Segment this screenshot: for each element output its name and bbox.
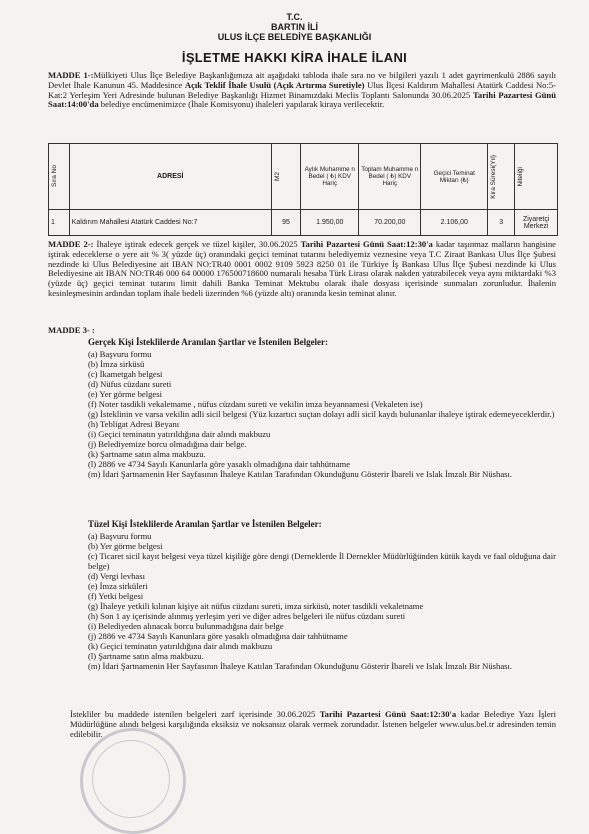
tuzel-list-item: (k) Geçici teminatın yatırıldığına dair alındı makbuzu — [88, 641, 273, 651]
header-aylik: Aylık Muhamme n Bedel ( ₺) KDV Hariç — [301, 144, 359, 210]
header-toplam: Toplam Muhamme n Bedel ( ₺) KDV Hariç — [359, 144, 421, 210]
madde-1-method: Açık Teklif İhale Usulü (Açık Artırma Suretiyle) — [184, 79, 365, 90]
page-title: İŞLETME HAKKI KİRA İHALE İLANI — [181, 50, 408, 65]
tuzel-list-item: (a) Başvuru formu — [88, 531, 152, 541]
cell-nitelik: Ziyaretçi Merkezi — [515, 210, 558, 236]
gercek-list-item: (e) Yer görme belgesi — [88, 389, 162, 399]
table-row — [49, 210, 558, 236]
tuzel-list-item: (l) Şartname satın alma makbuzu. — [88, 651, 204, 661]
gercek-list-item: (l) 2886 ve 4734 Sayılı Kanunlarla göre yasaklı olmadığına dair tahhütname — [88, 459, 351, 469]
gercek-list-item: (b) İmza sirküsü — [88, 359, 145, 369]
header-tc: T.C. — [286, 12, 303, 22]
tuzel-list-item: (e) İmza sirküleri — [88, 581, 148, 591]
auction-table — [48, 143, 558, 236]
official-seal-inner — [92, 740, 170, 818]
madde-1-label: MADDE 1-: — [48, 70, 94, 80]
header-gecici: Geçici Teminat Miktarı (₺) — [421, 144, 488, 210]
tuzel-list — [88, 531, 556, 671]
gercek-list-item: (h) Tebligat Adresi Beyanı — [88, 419, 180, 429]
cell-m2: 95 — [271, 210, 300, 236]
gercek-list-item: (k) Şartname satın alma makbuzu. — [88, 449, 206, 459]
closing-text-2: kadar Belediye Yazı İşleri Müdürlüğüne alındı belgesi karşılığında eksiksiz ve noksansız olarak vermek zorundadır. İstenen belgeler www.ulus.bel.tr adresinden temin edilebilir. — [70, 709, 556, 739]
madde-2-text-2: kadar taşınmaz malların hangisine iştirak edeceklerse o yere ait % 3( yüzde üç) oranındaki geçici teminat tutarını belediyemiz veznesine veya T.C Ziraat Bankası Ulus İlçe Şubesi nezdinde ki Ulus Belediyesine ait IBAN NO:TR40 0001 0002 9109 5923 8250 01 ile Türkiye İş Bankası Ulus İlçe Şubesi nezdinde ki Ulus Belediyesine ait IBAN NO:TR46 000 64 00000 176500718600 numaralı hesaba Türk Lirası olarak nakden yatırabilecek veya aynı miktardaki %3 (yüzde üç) geçici teminat tutarını limit dahili Banka Teminat Mektubu olarak ihale dosyası içerisinde sunmaları zorunludur. İhalenin kesinleşmesinin ardından toplam ihale bedeli üzerinden %6 (yüzde altı) oranında kesin teminat alınır. — [48, 239, 556, 298]
gercek-heading: Gerçek Kişi İsteklilerde Aranılan Şartlar ve İstenilen Belgeler: — [88, 337, 329, 347]
gercek-list-item: (g) İsteklinin ve varsa vekilin adli sicil belgesi (Yüz kızartıcı suçtan dolayı adli sicil kaydı bulunanlar ihaleye iştirak edemeyeceklerdir.) — [88, 409, 555, 419]
madde-2 — [48, 240, 556, 299]
cell-sure: 3 — [488, 210, 515, 236]
tuzel-list-item: (j) 2886 ve 4734 Sayılı Kanunlara göre yasaklı olmadığına dair tahhütname — [88, 631, 348, 641]
closing-deadline: Tarihi Pazartesi Günü Saat:12:30'a — [319, 709, 457, 719]
table-header-row — [49, 144, 558, 210]
gercek-list-item: (d) Nüfus cüzdanı sureti — [88, 379, 172, 389]
closing-text: İstekliler bu maddede istenilen belgeleri zarf içerisinde 30.06.2025 — [70, 709, 320, 719]
madde-2-deadline: Tarihi Pazartesi Günü Saat:12:30'a — [300, 239, 433, 249]
madde-2-label: MADDE 2-: — [48, 239, 94, 249]
gercek-list — [88, 349, 556, 479]
tuzel-list-item: (i) Belediyeden alınacak borcu bulunmadığına dair belge — [88, 621, 284, 631]
cell-sira: 1 — [49, 210, 70, 236]
gercek-list-item: (c) İkametgah belgesi — [88, 369, 163, 379]
header-sure: Kira Süresi(Yıl) — [490, 154, 498, 199]
cell-toplam: 70.200,00 — [359, 210, 421, 236]
madde-2-text: İhaleye iştirak edecek gerçek ve tüzel kişiler, 30.06.2025 — [96, 239, 301, 249]
cell-gecici: 2.106,00 — [421, 210, 488, 236]
tuzel-list-item: (c) Ticaret sicil kayıt belgesi veya tüzel kişiliğe göre dengi (Derneklerde İl Dernekler Müdürlüğünden kütük kaydı ve faal olduğuna dair belge) — [88, 551, 556, 571]
tuzel-list-item: (h) Son 1 ay içerisinde alınmış yerleşim yeri ve diğer adres belgeleri ile nüfus cüzdanı sureti — [88, 611, 406, 621]
gercek-list-item: (f) Noter tasdikli vekaletname , nüfus cüzdanı sureti ve vekilin imza beyannamesi (Vekaleten ise) — [88, 399, 423, 409]
header-m2: M2 — [273, 171, 281, 182]
cell-adres: Kaldırım Mahallesi Atatürk Caddesi No:7 — [69, 210, 271, 236]
header-nitelik: Niteliği — [517, 166, 525, 187]
cell-aylik: 1.950,00 — [301, 210, 359, 236]
tuzel-list-item: (f) Yetki belgesi — [88, 591, 144, 601]
gercek-list-item: (a) Başvuru formu — [88, 349, 152, 359]
tuzel-list-item: (b) Yer görme belgesi — [88, 541, 163, 551]
tuzel-list-item: (d) Vergi levhası — [88, 571, 145, 581]
madde-1-text-3: belediye encümenimizce (İhale Komisyonu) ihaleleri yapılarak kiraya verilecektir. — [98, 99, 385, 110]
gercek-list-item: (m) İdari Şartnamenin Her Sayfasının İhaleye Katılan Tarafından Okunduğunu Gösterir İbareli ve Islak İmzalı Bir Nüshası. — [88, 469, 513, 479]
tuzel-list-item: (m) İdari Şartnamenin Her Sayfasının İhaleye Katılan Tarafından Okunduğunu Gösterir İbareli ve Islak İmzalı Bir Nüshası. — [88, 661, 513, 671]
tuzel-list-item: (g) İhaleye yetkili kılınan kişiye ait nüfus cüzdanı sureti, imza sirküsü, noter tasdikli vekaletname — [88, 601, 424, 611]
gercek-list-item: (j) Belediyemize borcu olmadığına dair belge. — [88, 439, 247, 449]
madde-3-label: MADDE 3- : — [48, 325, 95, 335]
header-municipality: ULUS İLÇE BELEDİYE BAŞKANLIĞI — [217, 32, 372, 42]
tuzel-heading: Tüzel Kişi İsteklilerde Aranılan Şartlar ve İstenilen Belgeler: — [88, 519, 322, 529]
madde-1-date: Tarihi Pazartesi Günü Saat:14:00'da — [48, 89, 556, 110]
header-sira: Sıra No — [51, 165, 58, 188]
gercek-list-item: (i) Geçici teminatın yatırıldığına dair alındı makbuzu — [88, 429, 271, 439]
header-adres: ADRESİ — [69, 144, 271, 210]
madde-1 — [48, 71, 556, 110]
header-province: BARTIN İLİ — [271, 22, 318, 32]
madde-1-text-2: Ulus İlçesi Kaldırım Mahallesi Atatürk Caddesi No:5-Kat:2 Yerleşim Yeri Adresinde bulunan Belediye Başkanlığı Hizmet Binamızdaki Meclis Toplantı Salonunda 30.06.2025 — [48, 79, 557, 100]
madde-1-text: Mülkiyeti Ulus İlçe Belediye Başkanlığımıza ait aşağıdaki tabloda ihale sıra no ve bilgileri yazılı 1 adet gayrimenkulü 2886 sayılı Devlet İhale Kanunun 45. Maddesince — [48, 70, 556, 90]
